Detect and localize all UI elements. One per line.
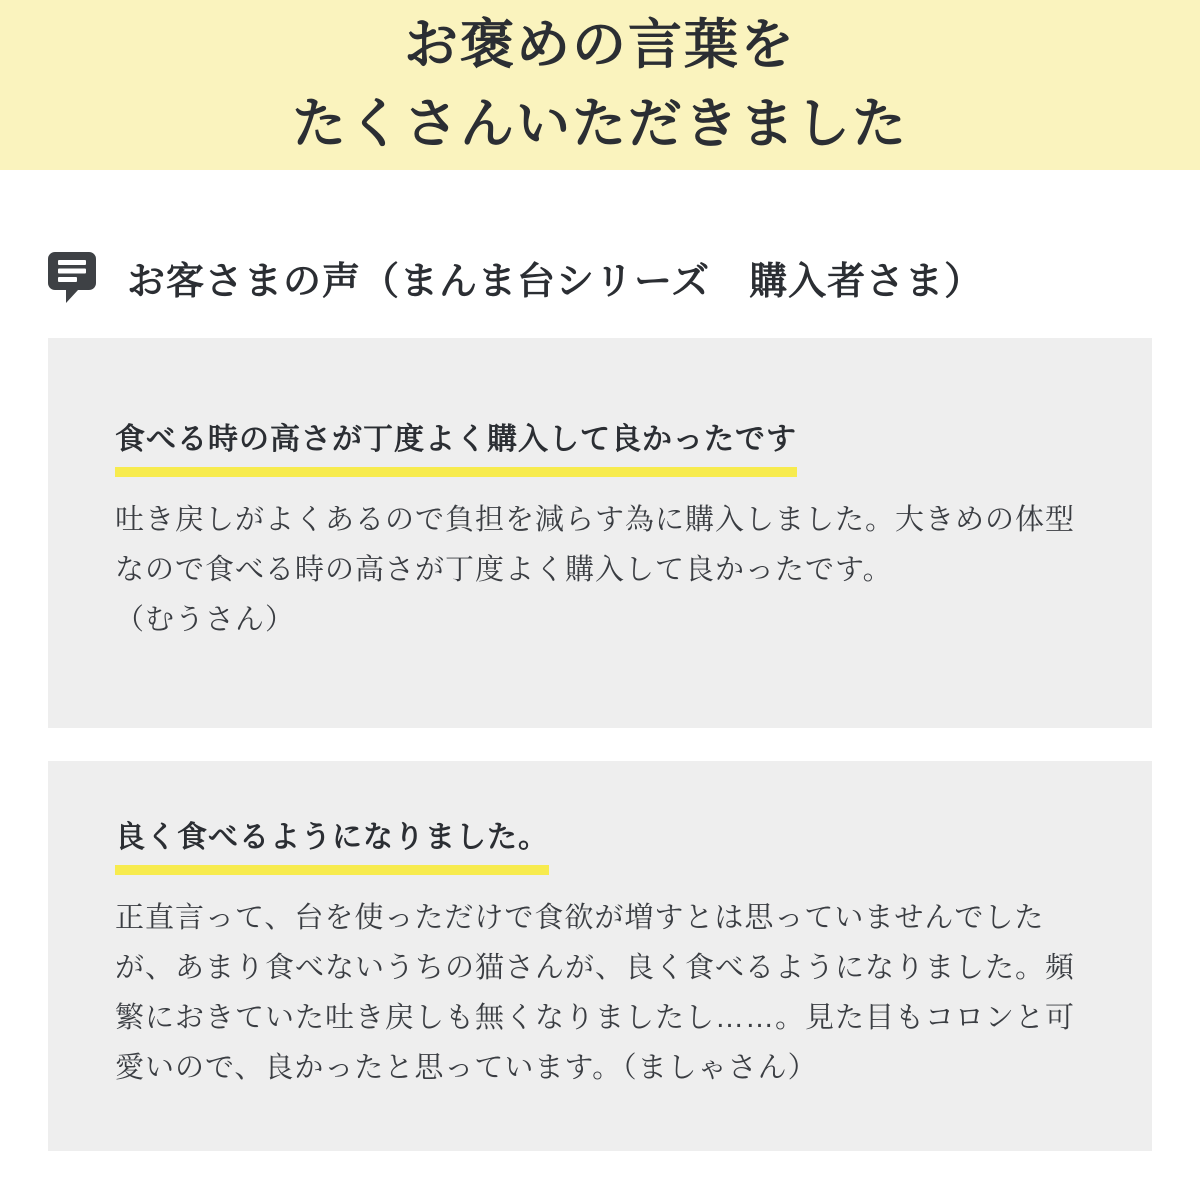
praise-banner <box>0 0 1200 170</box>
review-card-2 <box>48 761 1152 1151</box>
review-1-title <box>115 421 1084 477</box>
review-1-reviewer: （むうさん） <box>115 603 296 636</box>
comment-bubble-icon <box>48 252 96 304</box>
review-1-title-highlight: 食べる時の高さが丁度よく購入して良かったです <box>115 421 797 477</box>
review-1-body: 吐き戻しがよくあるので負担を減らす為に購入しました。大きめの体型なので食べる時の高さが丁度よく購入して良かったです。 <box>115 503 1076 586</box>
customer-voice-heading-row <box>48 250 1152 305</box>
section-heading: お客さまの声（まんま台シリーズ 購入者さま） <box>127 261 984 303</box>
banner-title-line-2: たくさんいただきました <box>292 94 908 154</box>
banner-title-line-1: お褒めの言葉を <box>404 15 796 75</box>
review-2-title-highlight: 良く食べるようになりました。 <box>115 819 549 875</box>
review-card-1 <box>48 338 1152 728</box>
review-2-body: 正直言って、台を使っただけで食欲が増すとは思っていませんでしたが、あまり食べないうちの猫さんが、良く食べるようになりました。頻繁におきていた吐き戻しも無くなりましたし……。見た目もコロンと可愛いので、良かったと思っています。（ましゃさん） <box>115 901 1076 1084</box>
review-2-title <box>115 819 1084 875</box>
